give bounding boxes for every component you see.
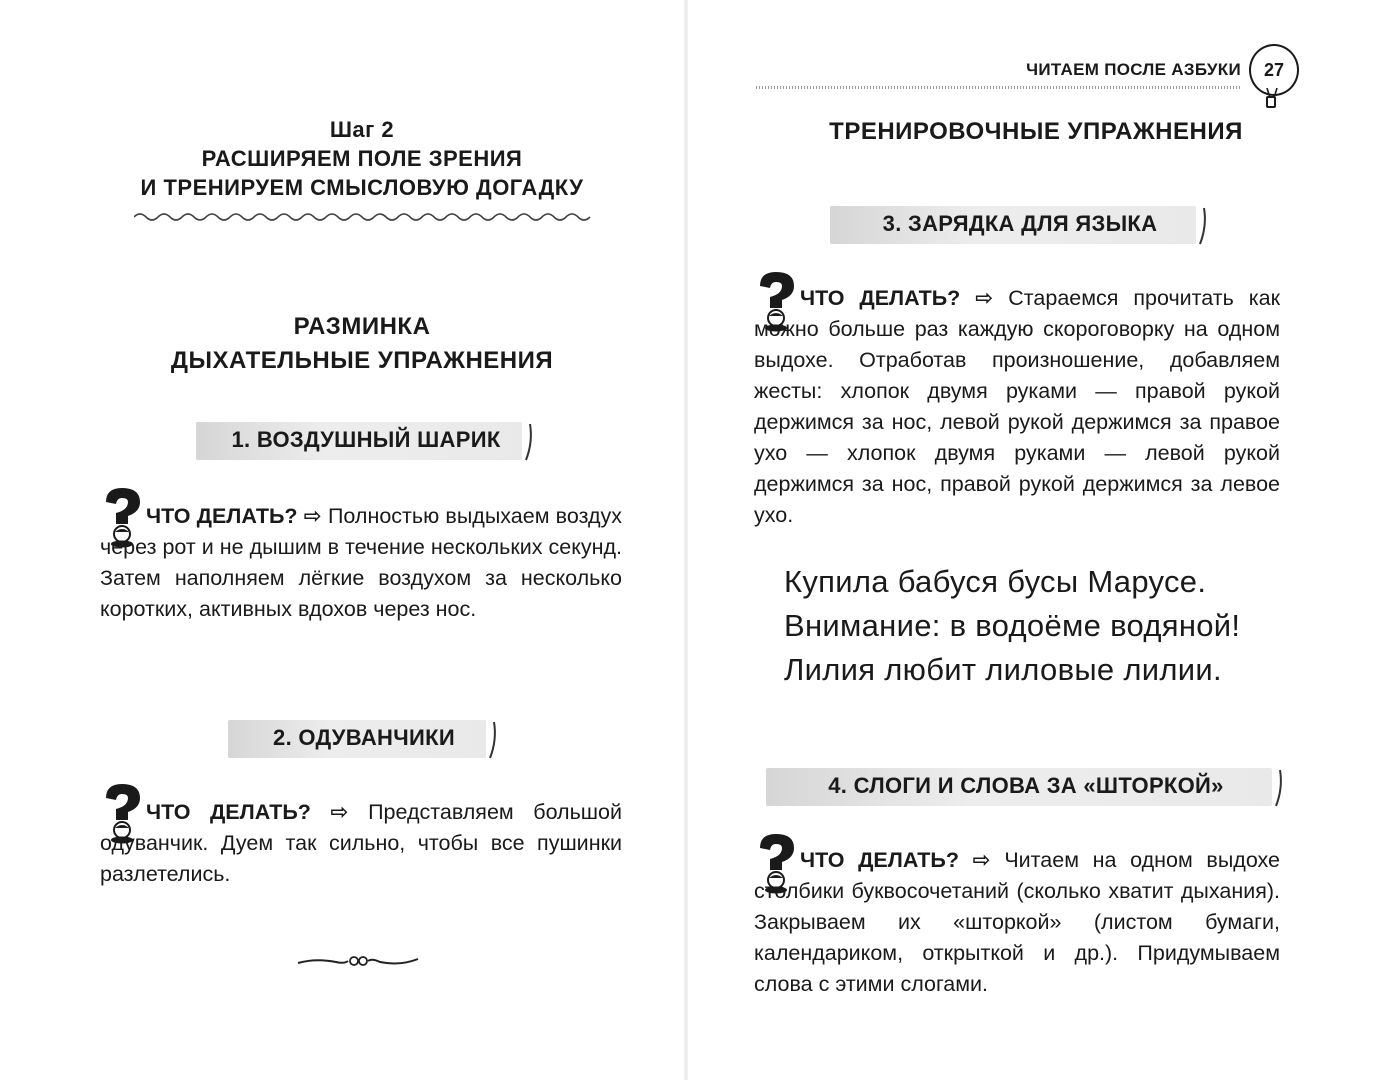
what-to-do-label: ЧТО ДЕЛАТЬ? ⇨	[146, 800, 349, 824]
warmup-subtitle: ДЫХАТЕЛЬНЫЕ УПРАЖНЕНИЯ	[170, 347, 554, 374]
exercise-1-ribbon	[196, 418, 536, 462]
exercise-2-text: Представляем большой одуванчик. Дуем так сильно, чтобы все пушинки разлетелись.	[100, 800, 623, 886]
tongue-twisters	[784, 560, 1274, 692]
exercise-2-title: 2. ОДУВАНЧИКИ	[273, 725, 455, 750]
tongue-twister-line: Купила бабуся бусы Марусе.	[784, 564, 1207, 599]
step-heading	[100, 115, 624, 202]
exercise-3-text: Стараемся прочитать как можно больше раз каждую скороговорку на одном выдохе. Отработав произношение, добавляем жесты: хлопок двумя руками — правой рукой держимся за нос, левой рукой держимся за правое ухо — хлопок двумя руками — левой рукой держимся за нос, правой рукой держимся за левое ухо.	[754, 286, 1280, 527]
exercise-4-text: Читаем на одном выдохе столбики буквосочетаний (сколько хватит дыхания). Закрываем их «шторкой» (листом бумаги, календариком, открыткой и др.). Придумываем слова с этими слогами.	[754, 848, 1280, 996]
wavy-divider	[134, 210, 592, 224]
exercise-3-paragraph	[754, 283, 1280, 531]
step-title-line2: И ТРЕНИРУЕМ СМЫСЛОВУЮ ДОГАДКУ	[140, 175, 584, 200]
what-to-do-label: ЧТО ДЕЛАТЬ? ⇨	[146, 504, 322, 528]
running-head: ЧИТАЕМ ПОСЛЕ АЗБУКИ	[1026, 60, 1241, 79]
balloon-basket-icon	[1266, 96, 1276, 108]
ribbon-stroke-icon	[484, 720, 500, 760]
warmup-heading	[100, 310, 624, 378]
exercise-4-title: 4. СЛОГИ И СЛОВА ЗА «ШТОРКОЙ»	[828, 773, 1224, 798]
exercise-1-paragraph	[100, 501, 622, 625]
training-heading: ТРЕНИРОВОЧНЫЕ УПРАЖНЕНИЯ	[829, 118, 1243, 145]
tongue-twister-line: Внимание: в водоёме водяной!	[784, 608, 1241, 643]
exercise-1-text: Полностью выдыхаем воздух через рот и не дышим в течение нескольких секунд. Затем наполняем лёгкие воздухом за несколько коротких, активных вдохов через нос.	[100, 504, 623, 621]
left-page	[0, 0, 686, 1080]
exercise-4-ribbon	[766, 764, 1286, 808]
running-head-rule	[756, 86, 1242, 89]
what-to-do-label: ЧТО ДЕЛАТЬ? ⇨	[800, 286, 994, 310]
ribbon-stroke-icon	[1194, 206, 1210, 246]
right-page	[686, 0, 1373, 1080]
tongue-twister-line: Лилия любит лиловые лилии.	[784, 652, 1222, 687]
warmup-title: РАЗМИНКА	[293, 313, 431, 340]
exercise-2-ribbon	[228, 716, 500, 760]
step-number: Шаг 2	[329, 117, 395, 142]
decorative-flourish-icon	[296, 950, 420, 972]
ribbon-stroke-icon	[520, 422, 536, 462]
exercise-1-title: 1. ВОЗДУШНЫЙ ШАРИК	[231, 427, 501, 452]
what-to-do-label: ЧТО ДЕЛАТЬ? ⇨	[800, 848, 991, 872]
exercise-2-paragraph	[100, 797, 622, 890]
step-title-line1: РАСШИРЯЕМ ПОЛЕ ЗРЕНИЯ	[201, 146, 523, 171]
page-number: 27	[1249, 44, 1299, 96]
exercise-3-title: 3. ЗАРЯДКА ДЛЯ ЯЗЫКА	[882, 211, 1158, 236]
exercise-3-ribbon	[830, 202, 1210, 246]
exercise-4-paragraph	[754, 845, 1280, 1000]
ribbon-stroke-icon	[1270, 768, 1286, 808]
